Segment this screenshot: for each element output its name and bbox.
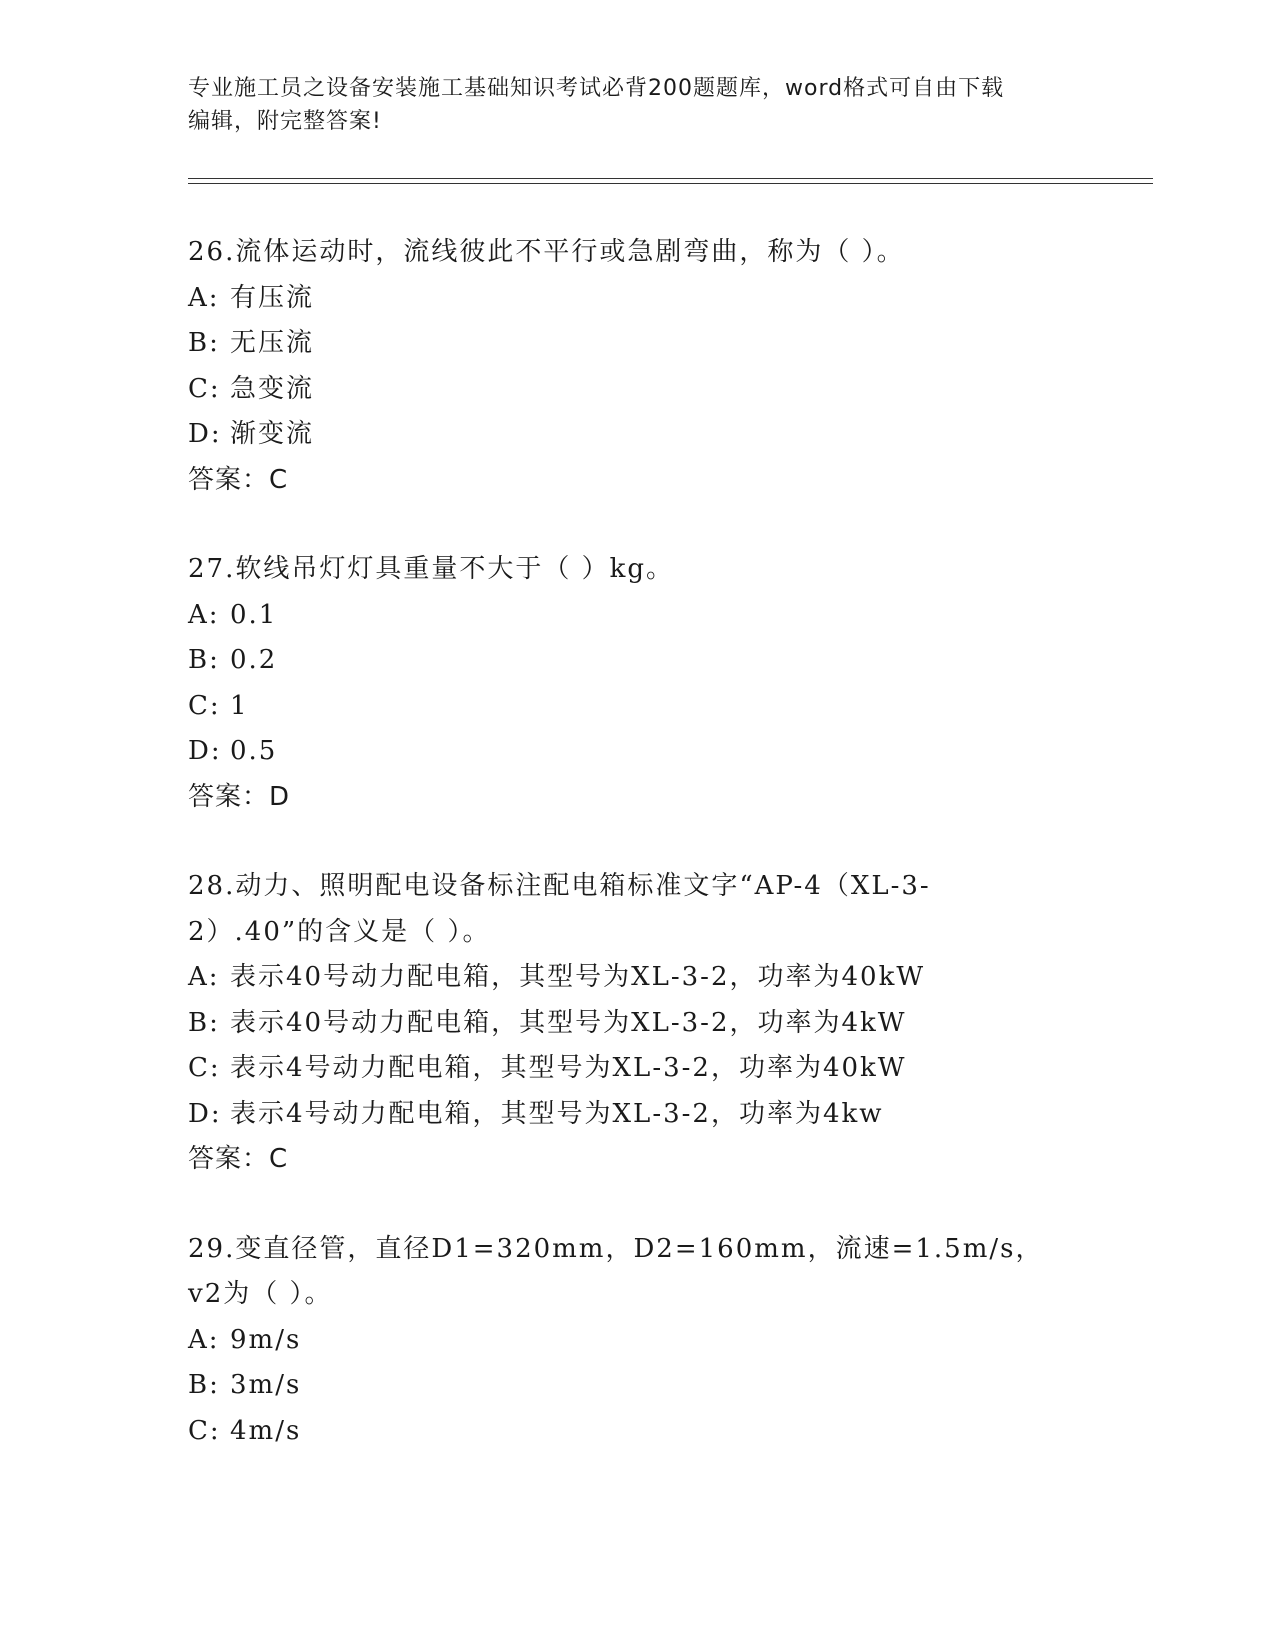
option-text: 4m/s <box>230 1415 302 1446</box>
option-c <box>188 367 1088 413</box>
option-text: 渐变流 <box>230 419 315 449</box>
question-stem: 27.软线吊灯灯具重量不大于（ ）kg。 <box>188 554 675 584</box>
option-c <box>188 1046 1088 1092</box>
option-letter: D: <box>188 1098 222 1129</box>
option-text: 表示4号动力配电箱，其型号为XL-3-2，功率为40kW <box>230 1053 907 1083</box>
option-b <box>188 1001 1088 1047</box>
option-text: 9m/s <box>230 1324 302 1355</box>
question-stem: 28.动力、照明配电设备标注配电箱标准文字“AP-4（XL-3-2）.40”的含义是（ ）。 <box>188 871 931 947</box>
option-d <box>188 1092 1088 1138</box>
option-letter: A: <box>188 282 220 313</box>
option-b <box>188 1363 1088 1409</box>
option-text: 0.2 <box>230 645 278 675</box>
option-letter: A: <box>188 1324 220 1355</box>
option-d <box>188 412 1088 458</box>
question-list <box>188 230 1088 1498</box>
option-text: 1 <box>230 690 249 721</box>
header-line-1: 专业施工员之设备安装施工基础知识考试必背200题题库，word格式可自由下载 <box>188 76 1005 101</box>
option-letter: A: <box>188 599 220 630</box>
option-text: 无压流 <box>230 328 315 358</box>
answer-line: 答案：C <box>188 464 289 495</box>
option-letter: C: <box>188 373 221 404</box>
option-text: 0.1 <box>230 599 278 630</box>
answer-line: 答案：C <box>188 1144 289 1174</box>
option-b <box>188 321 1088 367</box>
option-text: 有压流 <box>230 282 315 313</box>
option-text: 表示40号动力配电箱，其型号为XL-3-2，功率为4kW <box>230 1007 907 1038</box>
question-27 <box>188 547 1088 820</box>
answer-line: 答案：D <box>188 781 291 812</box>
option-letter: A: <box>188 962 220 992</box>
option-b <box>188 638 1088 684</box>
option-text: 3m/s <box>230 1370 302 1400</box>
question-28 <box>188 864 1088 1183</box>
header-divider-bottom <box>188 183 1153 184</box>
option-letter: B: <box>188 645 220 675</box>
option-text: 表示4号动力配电箱，其型号为XL-3-2，功率为4kw <box>230 1098 884 1129</box>
option-c <box>188 684 1088 730</box>
option-text: 表示40号动力配电箱，其型号为XL-3-2，功率为40kW <box>230 962 926 992</box>
option-a <box>188 955 1088 1001</box>
option-text: 急变流 <box>230 373 315 404</box>
question-29 <box>188 1227 1088 1455</box>
option-a <box>188 276 1088 322</box>
option-text: 0.5 <box>230 736 278 766</box>
question-stem: 26.流体运动时，流线彼此不平行或急剧弯曲，称为（ ）。 <box>188 237 905 267</box>
option-letter: B: <box>188 1007 220 1038</box>
document-header <box>188 72 1068 138</box>
question-26 <box>188 230 1088 503</box>
option-letter: C: <box>188 1053 221 1083</box>
option-letter: D: <box>188 419 222 449</box>
option-letter: B: <box>188 1370 220 1400</box>
option-letter: B: <box>188 328 220 358</box>
option-d <box>188 729 1088 775</box>
option-c <box>188 1409 1088 1455</box>
option-letter: C: <box>188 1415 221 1446</box>
option-a <box>188 593 1088 639</box>
option-letter: C: <box>188 690 221 721</box>
header-line-2: 编辑，附完整答案! <box>188 109 382 134</box>
option-letter: D: <box>188 736 222 766</box>
option-a <box>188 1318 1088 1364</box>
question-stem: 29.变直径管，直径D1=320mm，D2=160mm，流速=1.5m/s，v2为（ ）。 <box>188 1233 1044 1309</box>
header-divider-top <box>188 178 1153 179</box>
